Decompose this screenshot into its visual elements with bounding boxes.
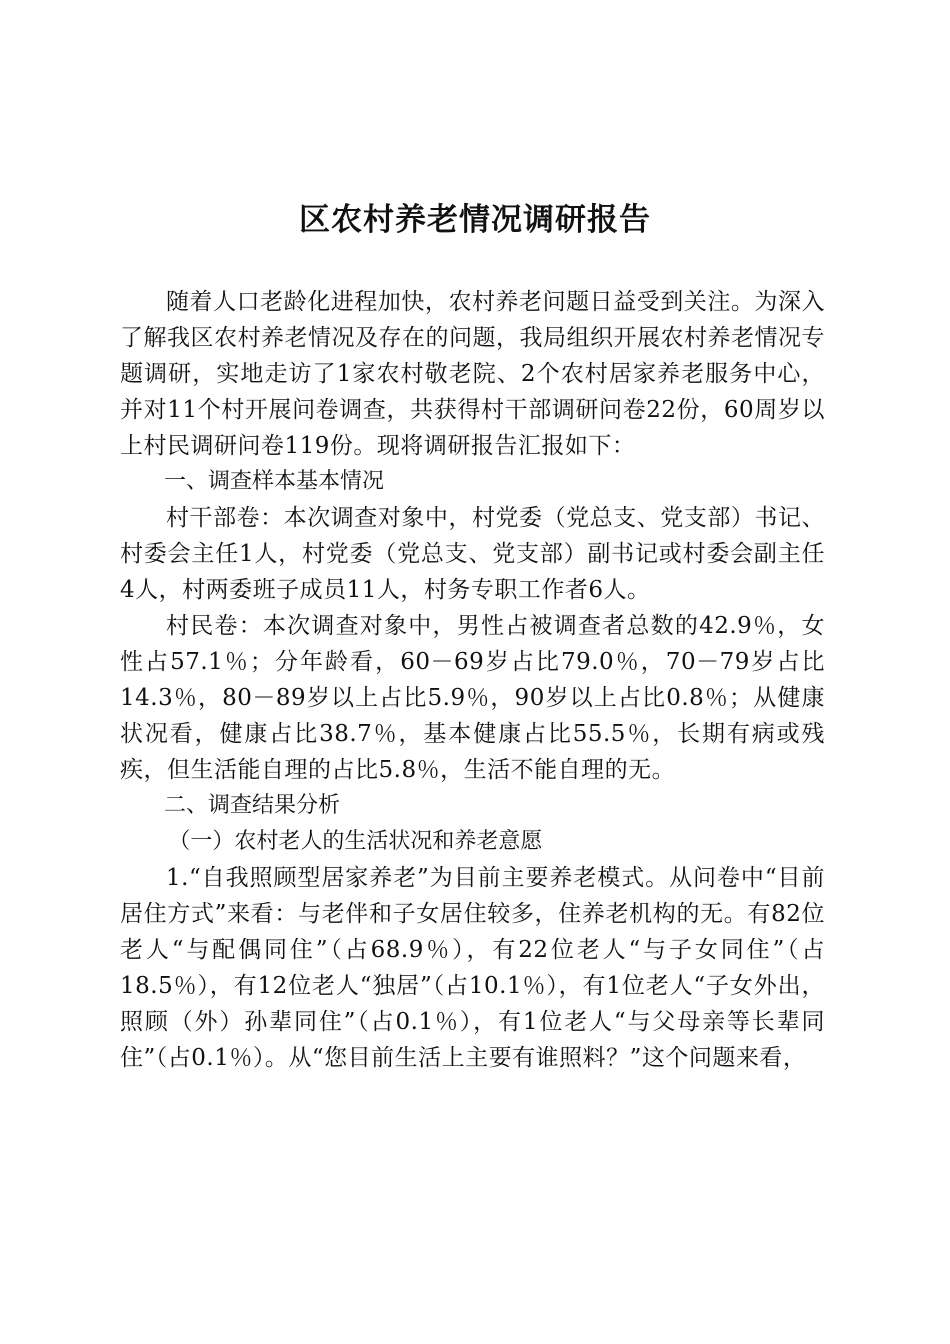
document-body: [120, 284, 825, 1076]
villager-survey-paragraph: 村民卷：本次调查对象中，男性占被调查者总数的42.9％，女性占57.1％；分年龄看，60－69岁占比79.0％，70－79岁占比14.3％，80－89岁以上占比5.9％，90岁以上占比0.8％；从健康状况看，健康占比38.7％，基本健康占比55.5％，长期有病或残疾，但生活能自理的占比5.8％，生活不能自理的无。: [120, 613, 825, 783]
section-heading-1: 一、调查样本基本情况: [164, 469, 385, 494]
cadre-survey-paragraph: 村干部卷：本次调查对象中，村党委（党总支、党支部）书记、村委会主任1人，村党委（党总支、党支部）副书记或村委会副主任4人，村两委班子成员11人，村务专职工作者6人。: [120, 505, 825, 603]
living-mode-paragraph: 1.“自我照顾型居家养老”为目前主要养老模式。从问卷中“目前居住方式”来看：与老伴和子女居住较多，住养老机构的无。有82位老人“与配偶同住”（占68.9％），有22位老人“与子女同住”（占18.5％），有12位老人“独居”（占10.1％），有1位老人“子女外出，照顾（外）孙辈同住”（占0.1％），有1位老人“与父母亲等长辈同住”（占0.1％）。从“您目前生活上主要有谁照料？”这个问题来看，: [120, 865, 825, 1071]
intro-paragraph: 随着人口老龄化进程加快，农村养老问题日益受到关注。为深入了解我区农村养老情况及存在的问题，我局组织开展农村养老情况专题调研，实地走访了1家农村敬老院、2个农村居家养老服务中心，并对11个村开展问卷调查，共获得村干部调研问卷22份，60周岁以上村民调研问卷119份。现将调研报告汇报如下：: [120, 289, 825, 459]
document-title: 区农村养老情况调研报告: [299, 202, 651, 238]
subsection-heading-1: （一）农村老人的生活状况和养老意愿: [168, 829, 543, 854]
section-heading-2: 二、调查结果分析: [164, 793, 341, 818]
